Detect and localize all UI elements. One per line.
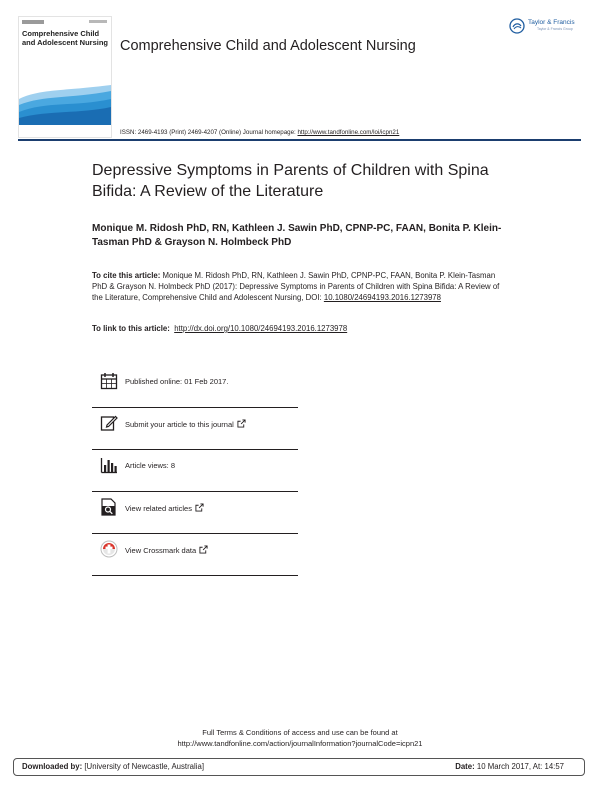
crossmark-icon [100, 540, 118, 558]
downloaded-by-value: [University of Newcastle, Australia] [84, 762, 204, 771]
terms-line-1: Full Terms & Conditions of access and use can be found at [202, 728, 398, 737]
terms-url[interactable]: http://www.tandfonline.com/action/journalInformation?journalCode=icpn21 [177, 739, 423, 748]
cover-publisher-mark [22, 20, 44, 24]
journal-homepage-link[interactable]: http://www.tandfonline.com/loi/icpn21 [297, 129, 400, 136]
publisher-logo[interactable] [509, 17, 584, 35]
issn-text: ISSN: 2469-4193 (Print) 2469-4207 (Online) Journal homepage: [120, 129, 298, 136]
article-link-label: To link to this article: [92, 324, 170, 333]
published-online-item [92, 366, 298, 408]
external-link-icon [237, 419, 246, 428]
article-link-line [92, 323, 512, 334]
publisher-logo-icon [509, 18, 525, 34]
download-info-bar [13, 758, 585, 776]
download-date [455, 762, 564, 771]
external-link-icon [199, 545, 208, 554]
citation-doi-link[interactable]: 10.1080/24694193.2016.1273978 [323, 293, 441, 302]
submit-article-link[interactable] [125, 419, 246, 429]
header-divider [18, 139, 581, 141]
edit-icon [100, 414, 118, 432]
publisher-tagline: Taylor & Francis Group [537, 27, 573, 31]
crossmark-item[interactable] [92, 534, 298, 576]
document-search-icon [100, 498, 118, 516]
article-authors: Monique M. Ridosh PhD, RN, Kathleen J. Sawin PhD, CPNP-PC, FAAN, Bonita P. Klein-Tasman PhD & Grayson N. Holmbeck PhD [92, 223, 502, 248]
downloaded-by-label: Downloaded by: [22, 762, 83, 771]
cover-wave-graphic [19, 85, 111, 125]
article-views-item [92, 450, 298, 492]
citation-label: To cite this article: [92, 271, 161, 280]
article-views-text: Article views: 8 [125, 461, 176, 470]
journal-title: Comprehensive Child and Adolescent Nursing [120, 38, 416, 54]
crossmark-text: View Crossmark data [125, 546, 197, 555]
article-title: Depressive Symptoms in Parents of Children with Spina Bifida: A Review of the Literature [92, 162, 489, 200]
crossmark-link[interactable] [125, 545, 208, 555]
journal-cover-thumbnail [18, 16, 112, 138]
calendar-icon [100, 372, 118, 390]
article-doi-link[interactable]: http://dx.doi.org/10.1080/24694193.2016.1273978 [174, 324, 348, 333]
related-articles-text: View related articles [125, 504, 192, 513]
download-date-value: 10 March 2017, At: 14:57 [476, 762, 564, 771]
related-articles-item[interactable] [92, 492, 298, 534]
bar-chart-icon [100, 456, 118, 474]
submit-article-text: Submit your article to this journal [125, 420, 234, 429]
downloaded-by [22, 762, 204, 771]
submit-article-item[interactable] [92, 408, 298, 450]
terms-notice [0, 727, 600, 749]
cover-issn-mark [89, 20, 107, 23]
published-online-text: Published online: 01 Feb 2017. [125, 377, 229, 386]
article-info-list [92, 366, 298, 576]
external-link-icon [195, 503, 204, 512]
related-articles-link[interactable] [125, 503, 204, 513]
citation-text: Monique M. Ridosh PhD, RN, Kathleen J. Sawin PhD, CPNP-PC, FAAN, Bonita P. Klein-Tasman PhD & Grayson N. Holmbeck PhD (2017): Depressive Symptoms in Parents of Children with Spina Bifida: A Review of the Literature, Comprehensive Child and Adolescent Nursing, DOI: [92, 271, 500, 302]
citation-block [92, 270, 502, 303]
publisher-name: Taylor & Francis [528, 19, 575, 26]
download-date-label: Date: [455, 762, 475, 771]
issn-line [120, 129, 399, 136]
cover-journal-title: Comprehensive Child and Adolescent Nursing [22, 29, 108, 47]
